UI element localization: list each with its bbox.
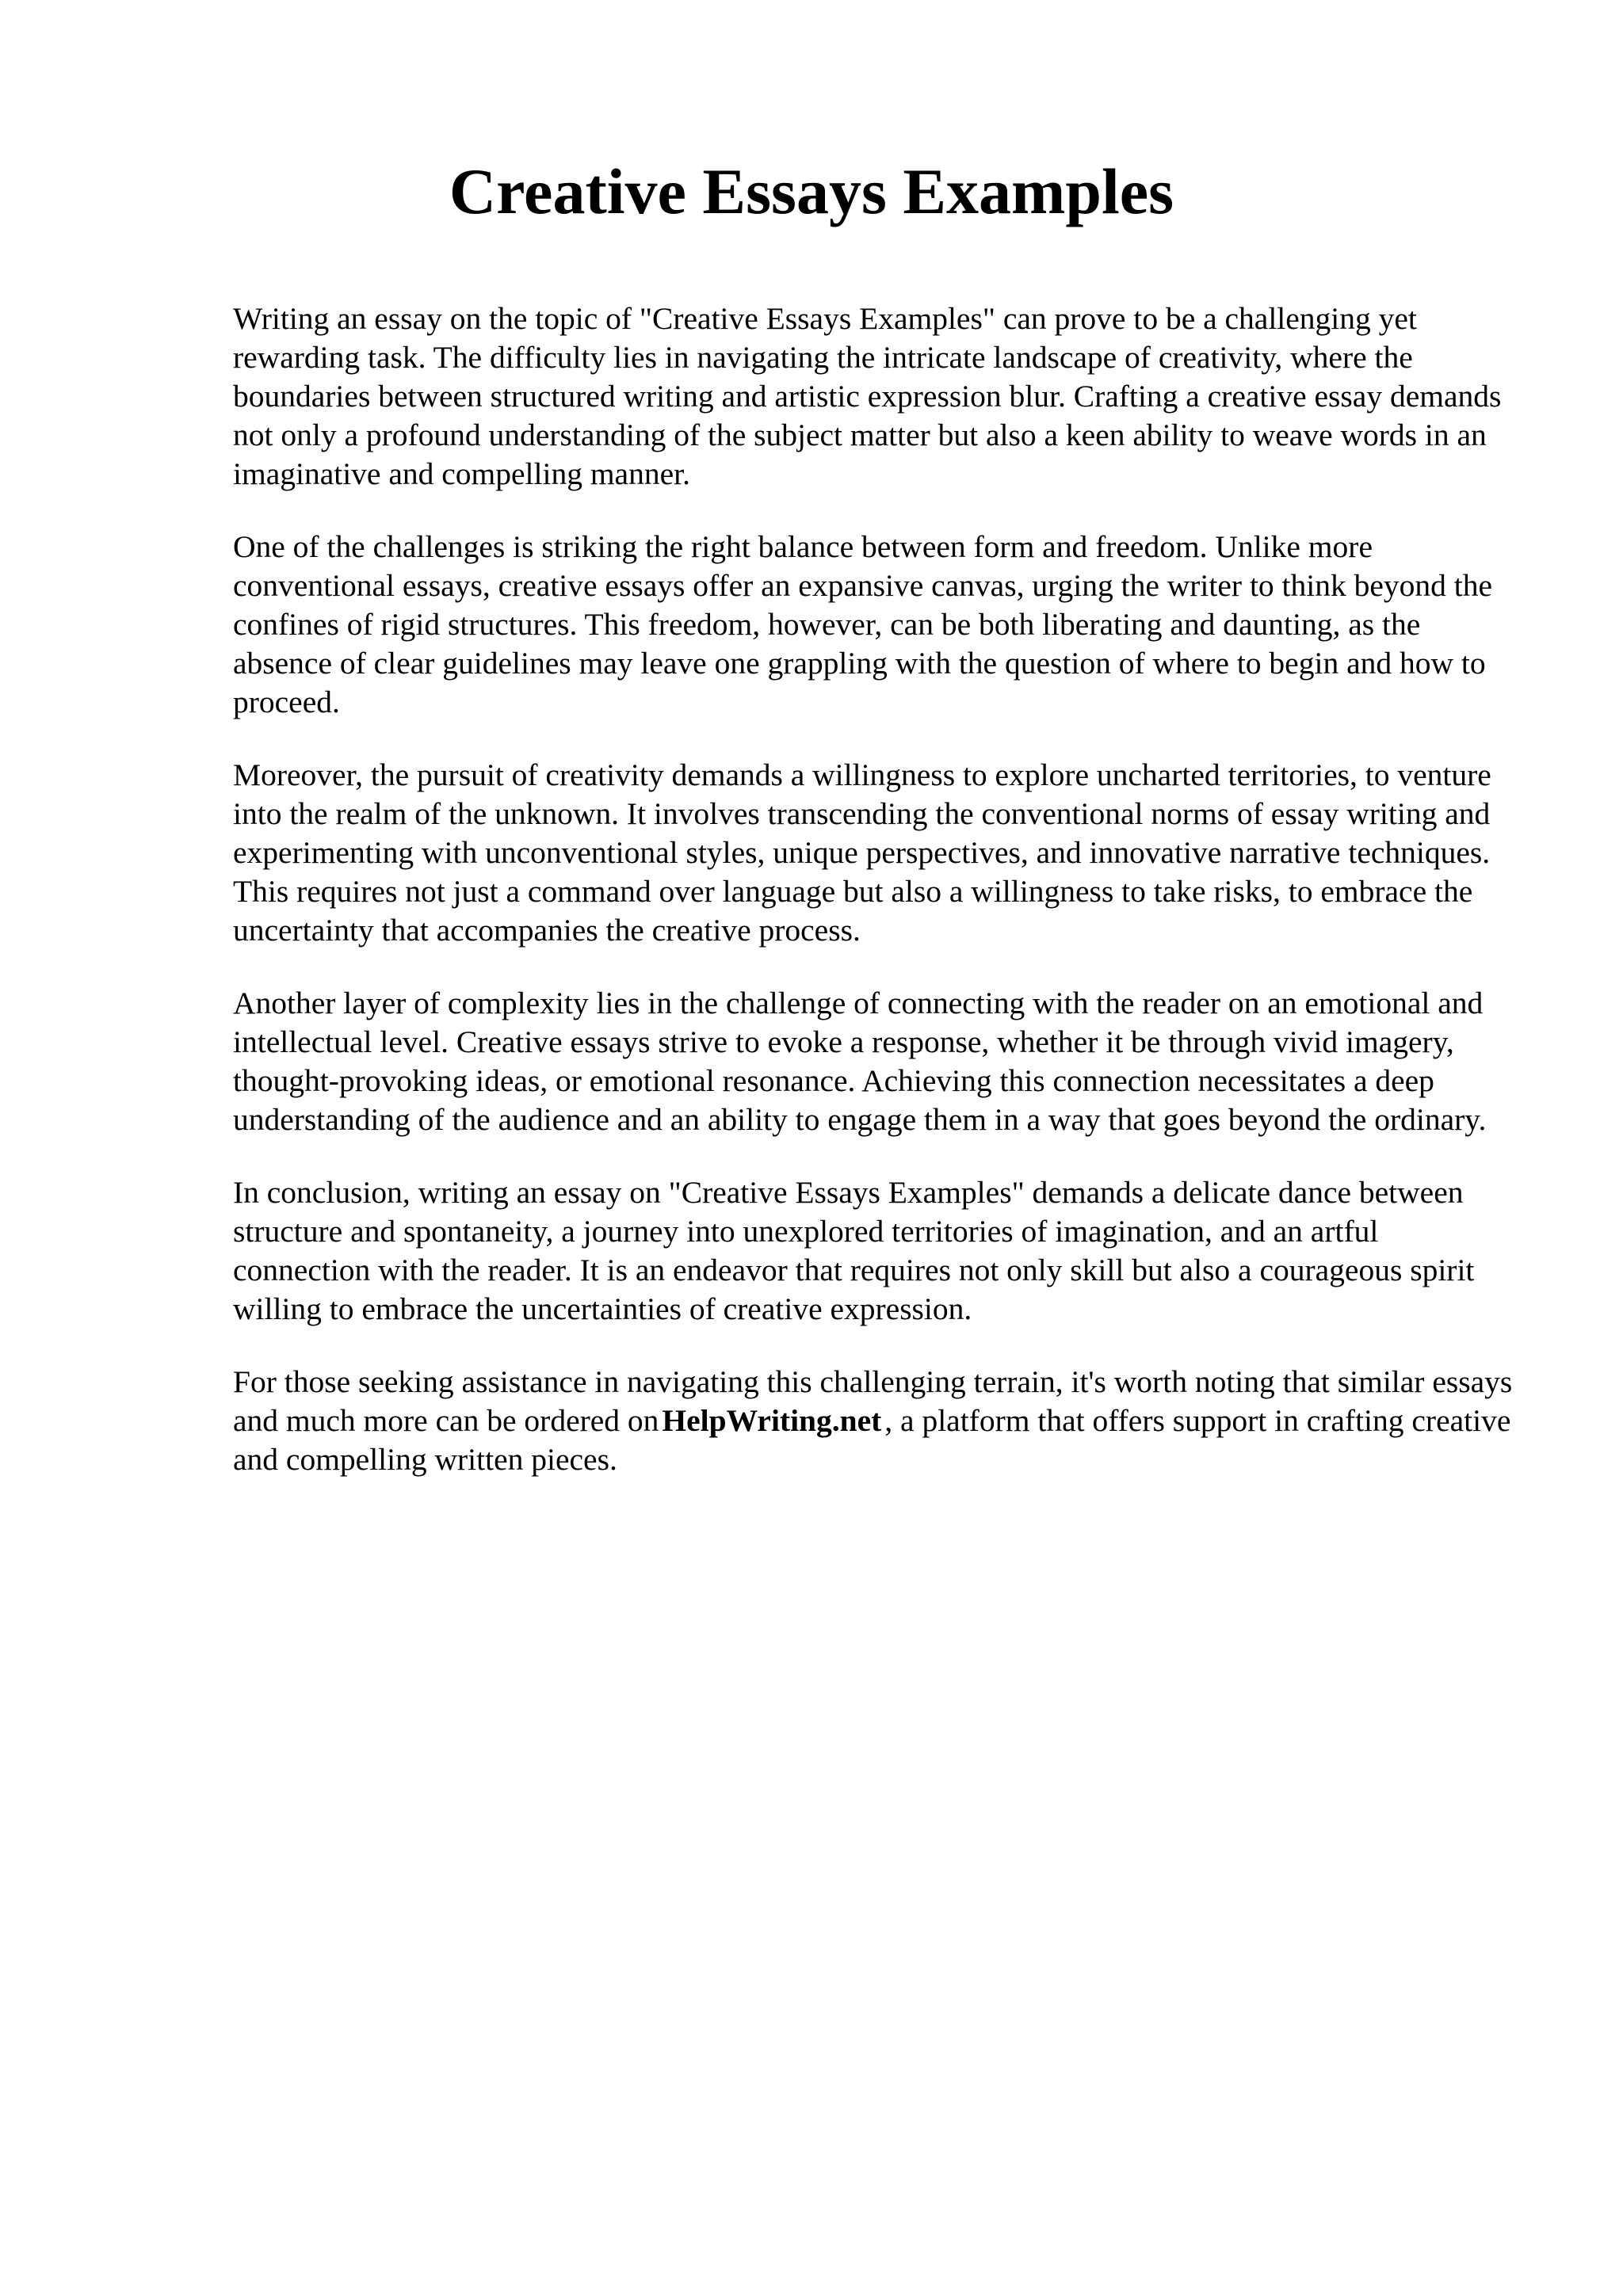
paragraph-connection: Another layer of complexity lies in the challenge of connecting with the reader on an emotional and intellectual level. Creative essays strive to evoke a response, whether it be through vivid imagery, thought-provoking ideas, or emotional resonance. Achieving this connection necessitates a deep understanding of the audience and an ability to engage them in a way that goes beyond the ordinary.	[233, 986, 1487, 1137]
paragraph-form-freedom: One of the challenges is striking the right balance between form and freedom. Unlike more conventional essays, creative essays offer an expansive canvas, urging the writer to think beyond the confines of rigid structures. This freedom, however, can be both liberating and daunting, as the absence of clear guidelines may leave one grappling with the question of where to begin and how to proceed.	[233, 529, 1493, 719]
paragraph-intro: Writing an essay on the topic of "Creative Essays Examples" can prove to be a challenging yet rewarding task. The difficulty lies in navigating the intricate landscape of creativity, where the boundaries between structured writing and artistic expression blur. Crafting a creative essay demands not only a profound understanding of the subject matter but also a keen ability to weave words in an imaginative and compelling manner.	[233, 301, 1502, 491]
helpwriting-link[interactable]: HelpWriting.net	[662, 1403, 882, 1438]
closing-text-after-link: , a platform that offers support in crafting creative and compelling written pieces.	[233, 1403, 1511, 1477]
closing-text-before-link: For those seeking assistance in navigating this challenging terrain, it's worth noting that similar essays and much more can be ordered on	[233, 1364, 1513, 1438]
page-title: Creative Essays Examples	[449, 155, 1174, 227]
paragraph-closing	[233, 1363, 1522, 1479]
paragraph-conclusion: In conclusion, writing an essay on "Creative Essays Examples" demands a delicate dance between structure and spontaneity, a journey into unexplored territories of imagination, and an artful connection with the reader. It is an endeavor that requires not only skill but also a courageous spirit willing to embrace the uncertainties of creative expression.	[233, 1175, 1475, 1326]
essay-body	[233, 299, 1522, 1513]
paragraph-creativity: Moreover, the pursuit of creativity demands a willingness to explore uncharted territories, to venture into the realm of the unknown. It involves transcending the conventional norms of essay writing and experimenting with unconventional styles, unique perspectives, and innovative narrative techniques. This requires not just a command over language but also a willingness to take risks, to embrace the uncertainty that accompanies the creative process.	[233, 757, 1491, 948]
